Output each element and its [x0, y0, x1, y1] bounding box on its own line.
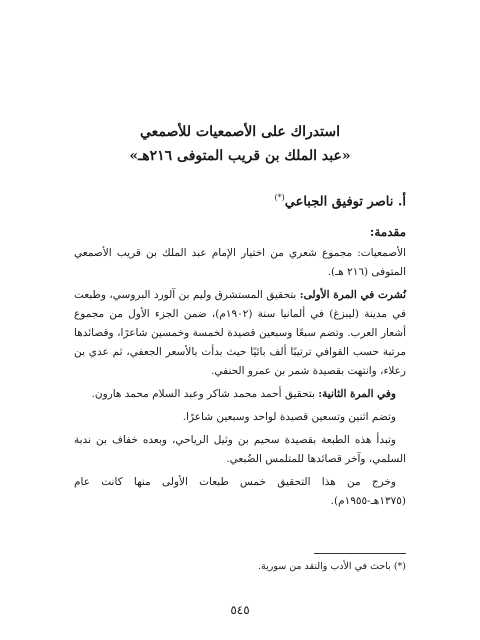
paragraph-3-label: وفي المرة الثانية:	[318, 388, 396, 400]
footnote-divider	[314, 553, 406, 554]
paragraph-6: وخرج من هذا التحقيق خمس طبعات الأولى منها كانت عام (١٣٧٥هـ-١٩٥٥م).	[74, 476, 406, 507]
paragraph-3	[74, 385, 406, 404]
article-subtitle: «عبد الملك بن قريب المتوفى ٢١٦هـ»	[129, 148, 351, 164]
paragraph-4: وتضم اثنين وتسعين قصيدة لواحد وسبعين شاعرًا.	[182, 411, 396, 423]
paragraph-2-text: بتحقيق المستشرق وليم بن آلورد البروسي، وطبعت في مدينة (ليبزغ) في ألمانيا سنة (١٩٠٢م)، ضمن الجزء الأول من مجموع أشعار العرب. وتضم سبعًا وسبعين قصيدة لخمسة وخمسين شاعرًا، وقصائدها مرتبة حسب القوافي ترتيبًا ألف بائيًا حيث بدأت بالأسعر الجعفي، ثم عدي بن رعلاء، وانتهت بقصيدة شمر بن عمرو الحنفي.	[74, 289, 406, 377]
paragraph-2-label: نُشرت في المرة الأولى:	[299, 289, 406, 301]
page-number: ٥٤٥	[230, 603, 250, 617]
author-name-text: أ. ناصر توفيق الجباعي	[284, 194, 406, 210]
article-title: استدراك على الأصمعيات للأصمعي	[140, 124, 340, 140]
footnote: (*) باحث في الأدب والنقد من سورية.	[257, 561, 406, 572]
author-name	[274, 193, 406, 209]
paragraph-5: وتبدأ هذه الطبعة بقصيدة سحيم بن وثيل الرياحي، وبعده خفاف بن ندبة السلمي، وآخر قصائدها للمتلمس الضُبعي.	[74, 434, 406, 465]
paragraph-3-text: بتحقيق أحمد محمد شاكر وعبد السلام محمد هارون.	[91, 388, 319, 400]
paragraph-2	[74, 286, 406, 381]
body-text	[74, 244, 406, 515]
intro-heading: مقدمة:	[369, 225, 406, 239]
author-footnote-mark: (*)	[274, 193, 285, 202]
paragraph-1: الأصمعيات: مجموع شعري من اختيار الإمام عبد الملك بن قريب الأصمعي المتوفى (٢١٦ هـ).	[74, 247, 406, 278]
